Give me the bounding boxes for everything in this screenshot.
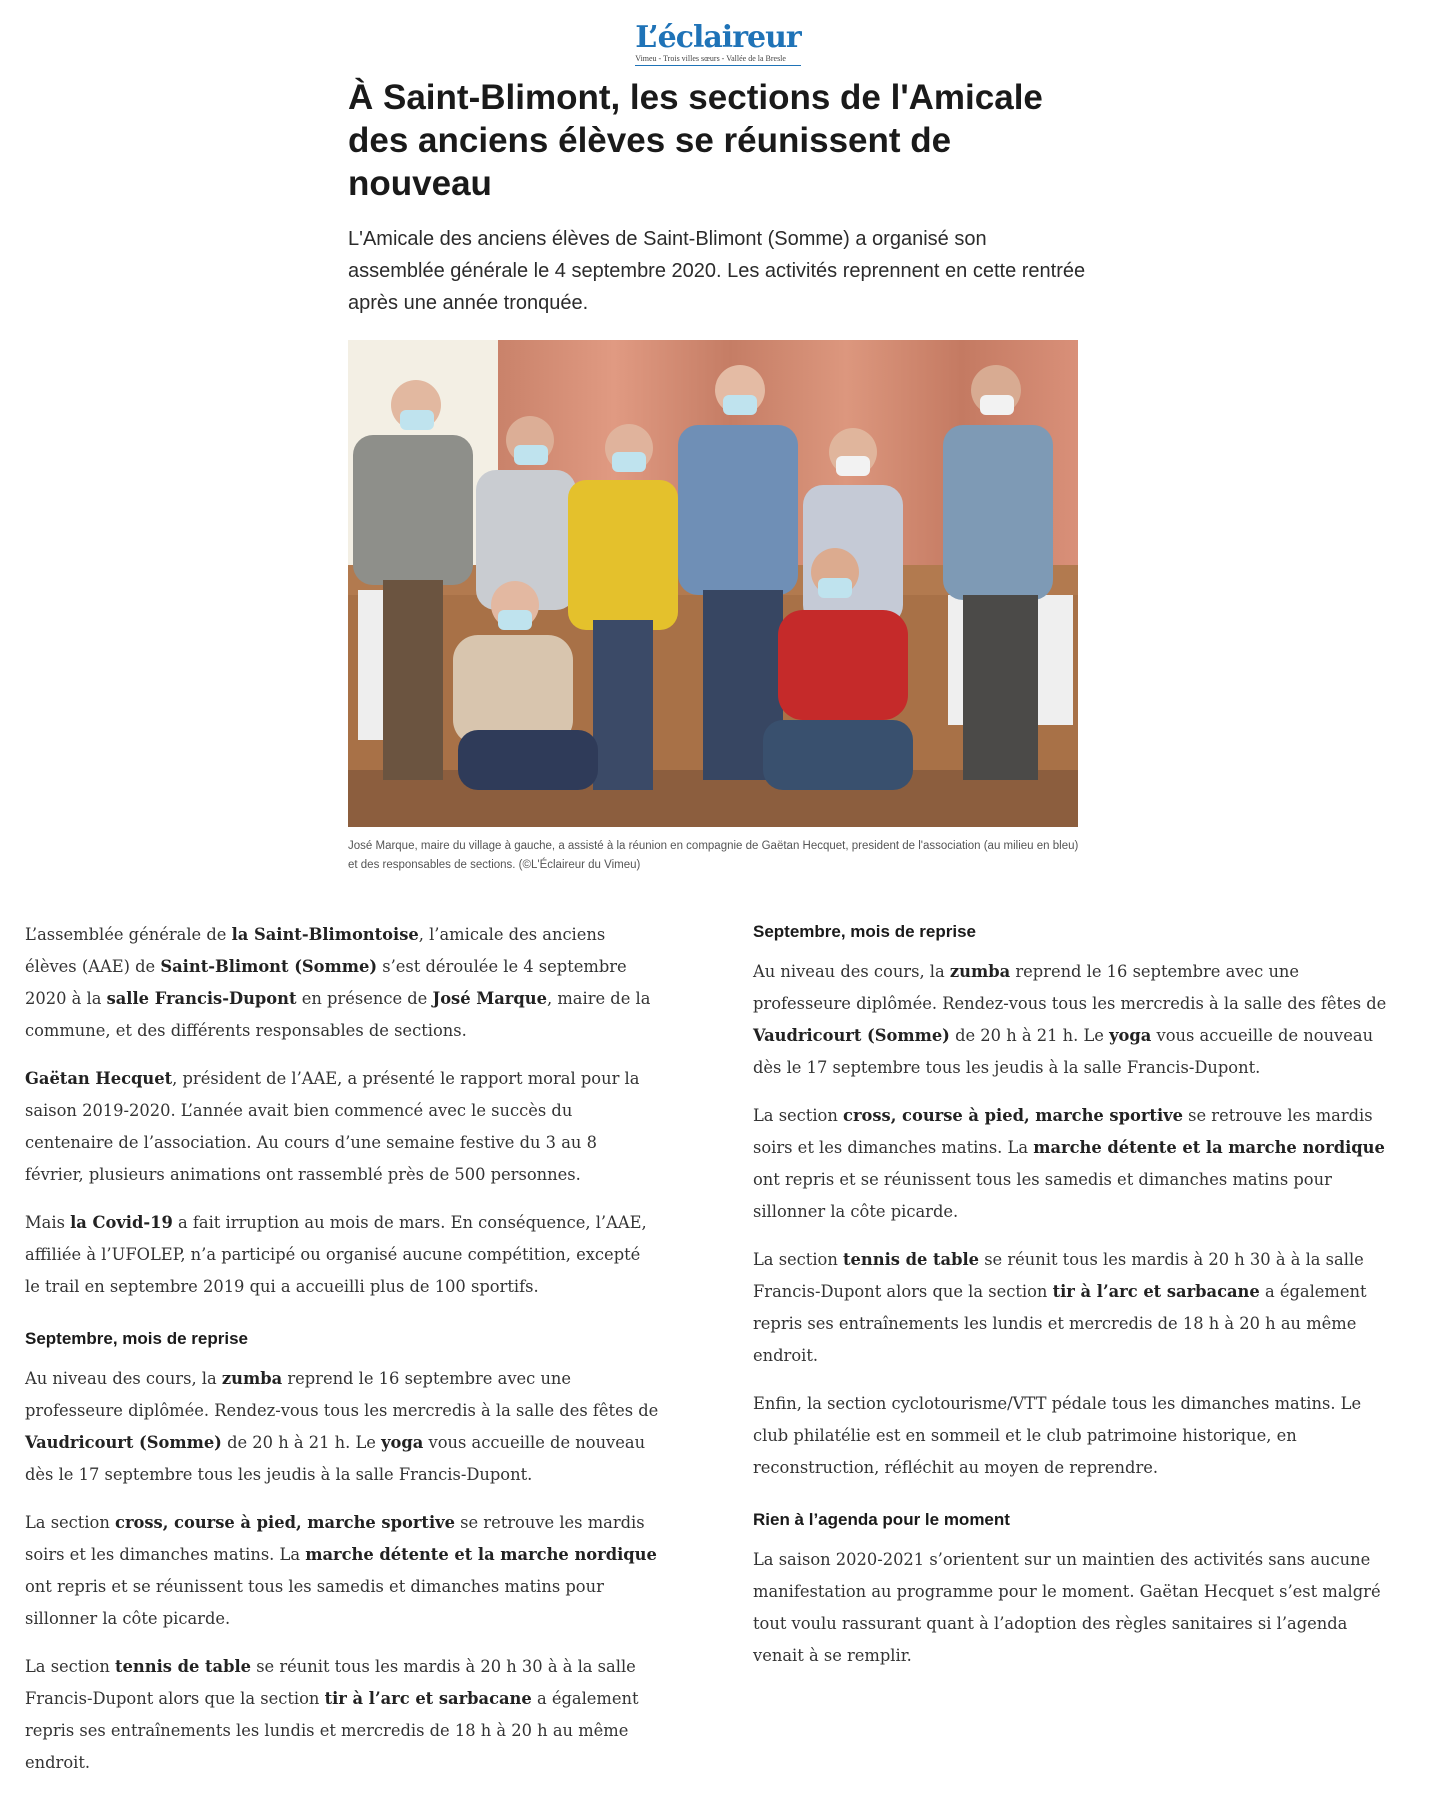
paragraph: Mais la Covid-19 a fait irruption au mois de mars. En conséquence, l’AAE, affiliée à l’UFOLEP, n’a participé ou organisé aucune compétition, excepté le trail en septembre 2019 qui a accueilli plus de 100 sportifs. [25, 1213, 647, 1296]
logo-text: L’éclaireur [635, 20, 801, 55]
paragraph: La saison 2020-2021 s’orientent sur un maintien des activités sans aucune manifestation au programme pour le moment. Gaëtan Hecquet s’est malgré tout voulu rassurant quant à l’adoption des règles sanitaires si l’agenda venait à se remplir. [753, 1550, 1381, 1665]
article-lede: L'Amicale des anciens élèves de Saint-Blimont (Somme) a organisé son assemblée générale le 4 septembre 2020. Les activités reprennent en cette rentrée après une année tronquée. [348, 228, 1086, 314]
section-heading: Septembre, mois de reprise [753, 922, 976, 941]
paragraph: La section cross, course à pied, marche sportive se retrouve les mardis soirs et les dimanches matins. La marche détente et la marche nordique ont repris et se réunissent tous les samedis et dimanches matins pour sillonner la côte picarde. [25, 1513, 657, 1628]
group-photo-illustration [348, 340, 1078, 827]
article-body-left [25, 919, 660, 1772]
masthead [0, 22, 1436, 66]
paragraph: La section tennis de table se réunit tous les mardis à 20 h 30 à à la salle Francis-Dupont alors que la section tir à l’arc et sarbacane a également repris ses entraînements les lundis et mercredis de 18 h à 20 h au même endroit. [753, 1250, 1367, 1365]
article-photo [348, 340, 1078, 827]
paragraph: L’assemblée générale de la Saint-Blimontoise, l’amicale des anciens élèves (AAE) de Saint-Blimont (Somme) s’est déroulée le 4 septembre 2020 à la salle Francis-Dupont en présence de José Marque, maire de la commune, et des différents responsables de sections. [25, 925, 651, 1040]
article-body-right [753, 916, 1393, 1688]
article-title: À Saint-Blimont, les sections de l'Amicale des anciens élèves se réunissent de nouveau [348, 78, 1043, 203]
paragraph: La section cross, course à pied, marche sportive se retrouve les mardis soirs et les dimanches matins. La marche détente et la marche nordique ont repris et se réunissent tous les samedis et dimanches matins pour sillonner la côte picarde. [753, 1106, 1385, 1221]
paragraph: Au niveau des cours, la zumba reprend le 16 septembre avec une professeure diplômée. Rendez-vous tous les mercredis à la salle des fêtes de Vaudricourt (Somme) de 20 h à 21 h. Le yoga vous accueille de nouveau dès le 17 septembre tous les jeudis à la salle Francis-Dupont. [753, 962, 1387, 1077]
photo-caption: José Marque, maire du village à gauche, a assisté à la réunion en compagnie de Gaëtan Hecquet, president de l'association (au milieu en bleu) et des responsables de sections. (©L'Éclaireur du Vimeu) [348, 840, 1079, 871]
paragraph: Au niveau des cours, la zumba reprend le 16 septembre avec une professeure diplômée. Rendez-vous tous les mercredis à la salle des fêtes de Vaudricourt (Somme) de 20 h à 21 h. Le yoga vous accueille de nouveau dès le 17 septembre tous les jeudis à la salle Francis-Dupont. [25, 1369, 659, 1484]
paragraph: Gaëtan Hecquet, président de l’AAE, a présenté le rapport moral pour la saison 2019-2020. L’année avait bien commencé avec le succès du centenaire de l’association. Au cours d’une semaine festive du 3 au 8 février, plusieurs animations ont rassemblé près de 500 personnes. [25, 1069, 640, 1184]
section-heading: Septembre, mois de reprise [25, 1329, 248, 1348]
section-heading: Rien à l’agenda pour le moment [753, 1510, 1010, 1529]
paragraph: Enfin, la section cyclotourisme/VTT pédale tous les dimanches matins. Le club philatélie est en sommeil et le club patrimoine historique, en reconstruction, réfléchit au moyen de reprendre. [753, 1394, 1362, 1477]
logo-tagline: Vimeu - Trois villes sœurs - Vallée de la Bresle [635, 54, 800, 66]
paragraph: La section tennis de table se réunit tous les mardis à 20 h 30 à à la salle Francis-Dupont alors que la section tir à l’arc et sarbacane a également repris ses entraînements les lundis et mercredis de 18 h à 20 h au même endroit. [25, 1657, 639, 1772]
site-logo[interactable] [635, 22, 800, 66]
